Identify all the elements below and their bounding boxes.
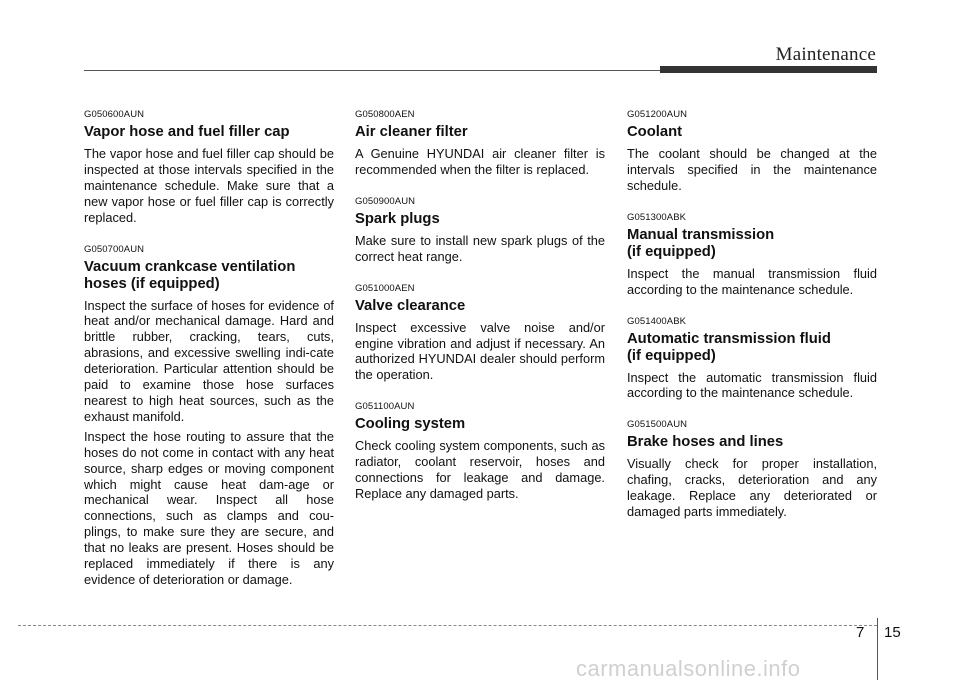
section-title: Maintenance bbox=[775, 44, 876, 65]
section-paragraph: A Genuine HYUNDAI air cleaner filter is recommended when the filter is replaced. bbox=[355, 146, 605, 177]
text-column-1 bbox=[84, 108, 334, 605]
section-paragraph: Inspect the manual transmission fluid according to the maintenance schedule. bbox=[627, 265, 877, 297]
header-rule-accent bbox=[660, 66, 877, 73]
section-paragraph: The vapor hose and fuel filler cap should be inspected at those intervals specified in the maintenance schedule. Make sure that a new vapor hose or fuel filler cap is correctly replaced. bbox=[84, 146, 334, 225]
section-code: G051400ABK bbox=[627, 315, 687, 327]
section-code: G051200AUN bbox=[627, 109, 688, 120]
section-code: G050800AEN bbox=[355, 109, 415, 120]
section-paragraph: Inspect the automatic transmission fluid according to the maintenance schedule. bbox=[627, 369, 877, 401]
section-manual-transmission bbox=[627, 211, 877, 298]
section-crankcase-hoses bbox=[84, 243, 334, 588]
section-paragraph: Inspect the surface of hoses for evidence of heat and/or mechanical damage. Hard and brittle rubber, cracking, tears, cuts, abrasions, and excessive swelling indi-cate deterioration. Particular attention should be paid to examine those hose surfaces nearest to high heat sources, such as the exhaust manifold. bbox=[84, 297, 334, 424]
section-heading: Cooling system bbox=[355, 416, 466, 433]
section-heading: Brake hoses and lines bbox=[627, 434, 784, 451]
section-paragraph: Inspect excessive valve noise and/or engine vibration and adjust if necessary. An authorized HYUNDAI dealer should perform the operation. bbox=[355, 319, 605, 383]
section-paragraph: Inspect the hose routing to assure that the hoses do not come in contact with any heat source, sharp edges or moving component which might cause heat dam-age or mechanical wear. Inspect all hose connections, such as clamps and cou-plings, to make sure they are secure, and that no leaks are present. Hoses should be replaced immediately if there is any evidence of deterioration or damage. bbox=[84, 428, 334, 587]
header-rule bbox=[84, 70, 660, 71]
text-column-3 bbox=[627, 108, 877, 537]
watermark: carmanualsonline.info bbox=[576, 656, 801, 681]
section-code: G050900AUN bbox=[355, 195, 416, 207]
page-number: 15 bbox=[884, 624, 901, 641]
section-paragraph: Make sure to install new spark plugs of the correct heat range. bbox=[355, 232, 605, 264]
section-automatic-transmission bbox=[627, 315, 877, 402]
section-heading: Air cleaner filter bbox=[355, 124, 468, 140]
section-cooling-system bbox=[355, 400, 605, 502]
section-code: G051500AUN bbox=[627, 419, 688, 431]
section-coolant bbox=[627, 108, 877, 194]
section-vapor-hose bbox=[84, 108, 334, 226]
section-paragraph: Check cooling system components, such as radiator, coolant reservoir, hoses and connections for leakage and damage. Replace any damaged parts. bbox=[355, 438, 605, 501]
text-column-2 bbox=[355, 108, 605, 519]
section-paragraph: Visually check for proper installation, chafing, cracks, deterioration and any leakage. Replace any deteriorated or damaged parts immediately. bbox=[627, 456, 877, 520]
chapter-number: 7 bbox=[856, 624, 865, 641]
section-code: G051300ABK bbox=[627, 211, 687, 223]
section-code: G050600AUN bbox=[84, 109, 145, 120]
section-air-cleaner bbox=[355, 108, 605, 178]
section-heading: Vacuum crankcase ventilation hoses (if equipped) bbox=[84, 258, 296, 292]
section-code: G050700AUN bbox=[84, 243, 145, 255]
section-heading: Spark plugs bbox=[355, 210, 440, 227]
section-brake-hoses bbox=[627, 418, 877, 520]
section-heading: Manual transmission (if equipped) bbox=[627, 226, 775, 260]
section-spark-plugs bbox=[355, 195, 605, 265]
section-valve-clearance bbox=[355, 282, 605, 384]
footer-rule bbox=[18, 625, 877, 626]
section-heading: Vapor hose and fuel filler cap bbox=[84, 124, 290, 140]
section-heading: Automatic transmission fluid (if equipped) bbox=[627, 330, 831, 364]
section-paragraph: The coolant should be changed at the intervals specified in the maintenance schedule. bbox=[627, 146, 877, 193]
page-number-divider bbox=[877, 618, 878, 680]
section-heading: Coolant bbox=[627, 124, 683, 140]
section-code: G051100AUN bbox=[355, 401, 415, 413]
section-heading: Valve clearance bbox=[355, 297, 466, 314]
section-code: G051000AEN bbox=[355, 282, 415, 294]
